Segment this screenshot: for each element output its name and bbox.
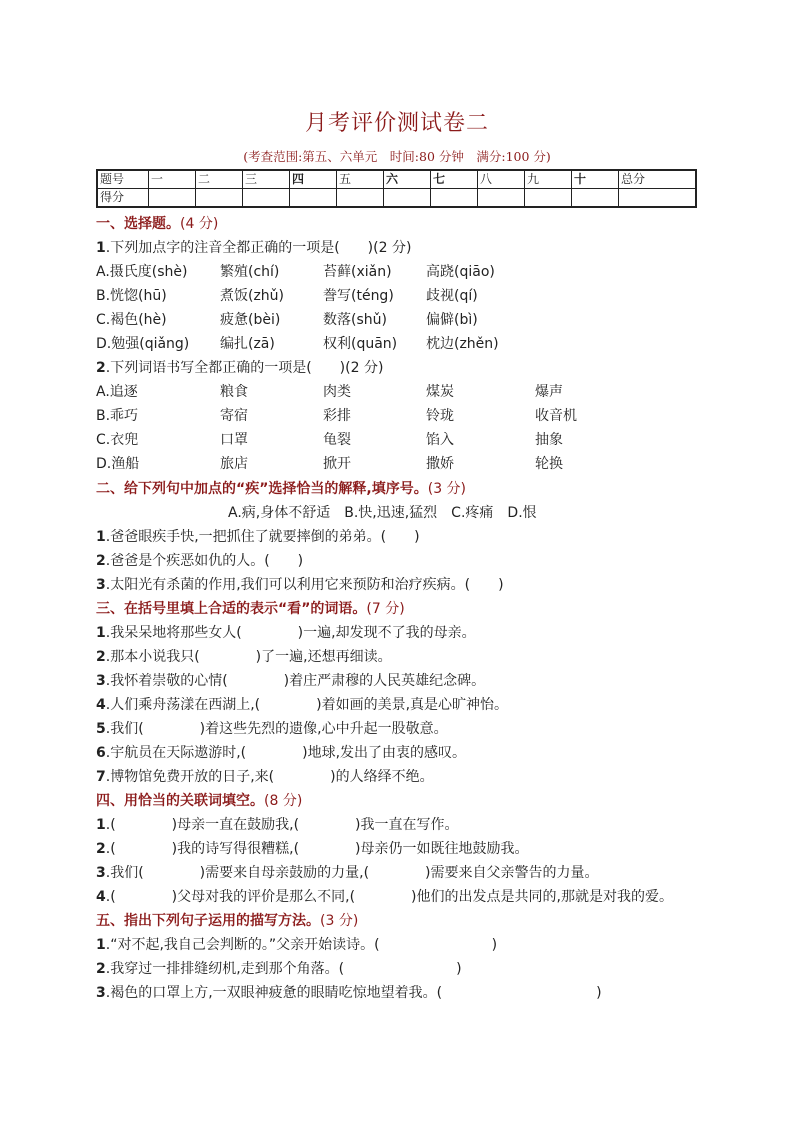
- item-text: .“对不起,我自己会判断的。”父亲开始读诗。( ): [105, 937, 498, 954]
- score-cell[interactable]: [384, 189, 431, 208]
- option-text: 煤炭: [426, 384, 454, 401]
- option-text: 肉类: [323, 384, 351, 401]
- option-text: 编扎(zā): [220, 336, 275, 353]
- option-text: 歧视(qí): [426, 288, 478, 305]
- option-text: 旅店: [220, 456, 248, 473]
- item-number: 1: [96, 528, 106, 545]
- question-text: .下列加点字的注音全都正确的一项是( )(2 分): [105, 240, 412, 257]
- section-points: (3 分): [427, 480, 467, 497]
- option-text: 煮饭(zhǔ): [220, 288, 285, 305]
- option-text: 抽象: [535, 432, 563, 449]
- score-header-cell: 三: [243, 170, 290, 189]
- option-text: 繁殖(chí): [220, 264, 280, 281]
- s4-item-1: [96, 813, 706, 837]
- item-text: .我们( )需要来自母亲鼓励的力量,( )需要来自父亲警告的力量。: [105, 865, 599, 882]
- item-text: .博物馆免费开放的日子,来( )的人络绎不绝。: [105, 769, 434, 786]
- item-text: .( )父母对我的评价是那么不同,( )他们的出发点是共同的,那就是对我的爱。: [105, 889, 673, 906]
- s3-item-1: [96, 621, 706, 645]
- section-title: 三、在括号里填上合适的表示“看”的词语。: [96, 600, 367, 617]
- s2-item-1: [96, 525, 706, 549]
- q2-option-d: [96, 452, 706, 476]
- score-header-cell: 六: [384, 170, 431, 189]
- option-text: D.渔船: [96, 456, 140, 473]
- score-cell[interactable]: [619, 189, 697, 208]
- option-text: D.勉强(qiǎng): [96, 336, 190, 353]
- option-text: 权利(quān): [323, 336, 398, 353]
- item-text: .那本小说我只( )了一遍,还想再细读。: [105, 648, 392, 665]
- item-text: .褐色的口罩上方,一双眼神疲惫的眼睛吃惊地望着我。( ): [105, 985, 602, 1002]
- option-text: 粮食: [220, 384, 248, 401]
- option-text: 轮换: [535, 456, 563, 473]
- s4-item-3: [96, 861, 706, 885]
- item-text: .我呆呆地将那些女人( )一遍,却发现不了我的母亲。: [105, 624, 476, 641]
- item-number: 7: [96, 769, 106, 786]
- q2-option-a: [96, 380, 706, 404]
- option-text: 誊写(téng): [323, 288, 394, 305]
- section-points: (3 分): [320, 913, 359, 930]
- item-number: 3: [96, 672, 106, 689]
- option-text: 彩排: [323, 408, 351, 425]
- score-header-cell: 十: [572, 170, 619, 189]
- score-cell[interactable]: [525, 189, 572, 208]
- option-text: 龟裂: [323, 432, 351, 449]
- question-1: [96, 236, 706, 260]
- question-number: 1: [96, 240, 106, 257]
- item-text: .爸爸是个疾恶如仇的人。( ): [105, 552, 304, 569]
- option-text: 苔藓(xiǎn): [323, 264, 392, 281]
- option-text: 撒娇: [426, 456, 454, 473]
- section-points: (8 分): [264, 793, 303, 810]
- s5-item-2: [96, 957, 706, 981]
- q2-option-b: [96, 404, 706, 428]
- s3-item-6: [96, 741, 706, 765]
- item-number: 4: [96, 696, 106, 713]
- item-number: 1: [96, 817, 106, 834]
- section-points: (7 分): [366, 600, 405, 617]
- score-table-header-row: [97, 170, 696, 189]
- s3-item-3: [96, 669, 706, 693]
- option-text: A.追逐: [96, 384, 138, 401]
- score-header-cell: 题号: [97, 170, 149, 189]
- s2-item-2: [96, 549, 706, 573]
- item-number: 3: [96, 865, 106, 882]
- item-text: .人们乘舟荡漾在西湖上,( )着如画的美景,真是心旷神怡。: [105, 696, 509, 713]
- score-header-cell: 七: [431, 170, 478, 189]
- item-number: 1: [96, 937, 106, 954]
- s2-item-3: [96, 573, 706, 597]
- score-cell[interactable]: [149, 189, 196, 208]
- option-text: 收音机: [535, 408, 577, 425]
- section-points: (4 分): [180, 216, 219, 232]
- section-title: 五、指出下列句子运用的描写方法。: [96, 913, 320, 930]
- item-text: .宇航员在天际遨游时,( )地球,发出了由衷的感叹。: [105, 745, 467, 762]
- item-number: 3: [96, 985, 106, 1002]
- section-4-heading: [96, 789, 706, 813]
- option-text: 高跷(qiāo): [426, 264, 495, 281]
- q1-option-a: [96, 260, 706, 284]
- choices-text: A.病,身体不舒适 B.快,迅速,猛烈 C.疼痛 D.恨: [228, 504, 537, 521]
- score-cell[interactable]: [196, 189, 243, 208]
- option-text: 爆声: [535, 384, 563, 401]
- option-text: C.褐色(hè): [96, 312, 167, 329]
- section-3-heading: [96, 597, 706, 621]
- score-header-cell: 九: [525, 170, 572, 189]
- s3-item-7: [96, 765, 706, 789]
- q1-option-b: [96, 284, 706, 308]
- option-text: 疲惫(bèi): [220, 312, 281, 329]
- option-text: B.恍惚(hū): [96, 288, 167, 305]
- score-cell[interactable]: [431, 189, 478, 208]
- item-number: 5: [96, 720, 106, 737]
- s4-item-2: [96, 837, 706, 861]
- score-cell[interactable]: [572, 189, 619, 208]
- item-text: .我穿过一排排缝纫机,走到那个角落。( ): [105, 961, 462, 978]
- item-number: 6: [96, 745, 106, 762]
- definition-choices: [96, 501, 706, 525]
- s3-item-2: [96, 645, 706, 669]
- exam-content: [96, 212, 706, 1006]
- item-number: 2: [96, 648, 106, 665]
- q2-option-c: [96, 428, 706, 452]
- option-text: B.乖巧: [96, 408, 139, 425]
- option-text: A.摄氏度(shè): [96, 264, 188, 281]
- item-text: .( )我的诗写得很糟糕,( )母亲仍一如既往地鼓励我。: [105, 841, 529, 858]
- option-text: 馅入: [426, 432, 454, 449]
- s3-item-5: [96, 717, 706, 741]
- item-number: 2: [96, 552, 106, 569]
- item-text: .太阳光有杀菌的作用,我们可以利用它来预防和治疗疾病。( ): [105, 576, 504, 593]
- s4-item-4: [96, 885, 698, 909]
- s5-item-1: [96, 933, 706, 957]
- item-text: .( )母亲一直在鼓励我,( )我一直在写作。: [105, 817, 459, 834]
- option-text: 口罩: [220, 432, 248, 449]
- option-text: 枕边(zhěn): [426, 336, 499, 353]
- option-text: 铃珑: [426, 408, 454, 425]
- option-text: 寄宿: [220, 408, 248, 425]
- question-number: 2: [96, 360, 106, 377]
- score-header-cell: 一: [149, 170, 196, 189]
- score-cell[interactable]: [243, 189, 290, 208]
- question-text: .下列词语书写全都正确的一项是( )(2 分): [105, 360, 384, 377]
- item-number: 2: [96, 841, 106, 858]
- section-5-heading: [96, 909, 706, 933]
- option-text: 偏僻(bì): [426, 312, 478, 329]
- score-header-cell: 五: [337, 170, 384, 189]
- item-text: .我们( )着这些先烈的遗像,心中升起一股敬意。: [105, 720, 448, 737]
- q1-option-c: [96, 308, 706, 332]
- q1-option-d: [96, 332, 706, 356]
- item-text: .我怀着崇敬的心情( )着庄严肃穆的人民英雄纪念碑。: [105, 672, 486, 689]
- exam-subtitle: (考查范围:第五、六单元 时间:80 分钟 满分:100 分): [243, 149, 551, 164]
- score-header-cell: 四: [290, 170, 337, 189]
- item-text: .爸爸眼疾手快,一把抓住了就要摔倒的弟弟。( ): [105, 528, 420, 545]
- section-title: 二、给下列句中加点的“疾”选择恰当的解释,填序号。: [96, 480, 428, 497]
- s3-item-4: [96, 693, 706, 717]
- question-2: [96, 356, 706, 380]
- score-cell[interactable]: [478, 189, 525, 208]
- page-title: 月考评价测试卷二: [304, 111, 489, 136]
- item-number: 2: [96, 961, 106, 978]
- score-cell[interactable]: [337, 189, 384, 208]
- section-1-heading: [96, 212, 706, 236]
- score-header-cell: 八: [478, 170, 525, 189]
- score-header-cell: 总分: [619, 170, 697, 189]
- item-number: 1: [96, 624, 106, 641]
- section-2-heading: [96, 477, 706, 501]
- item-number: 4: [96, 889, 106, 906]
- score-row-label: 得分: [97, 189, 149, 208]
- option-text: 数落(shǔ): [323, 312, 387, 329]
- score-header-cell: 二: [196, 170, 243, 189]
- score-table: [96, 169, 697, 208]
- score-table-score-row: [97, 189, 696, 208]
- section-title: 一、选择题。: [96, 216, 180, 232]
- section-title: 四、用恰当的关联词填空。: [96, 793, 264, 810]
- option-text: C.衣兜: [96, 432, 139, 449]
- score-cell[interactable]: [290, 189, 337, 208]
- item-number: 3: [96, 576, 106, 593]
- s5-item-3: [96, 981, 706, 1005]
- option-text: 掀开: [323, 456, 351, 473]
